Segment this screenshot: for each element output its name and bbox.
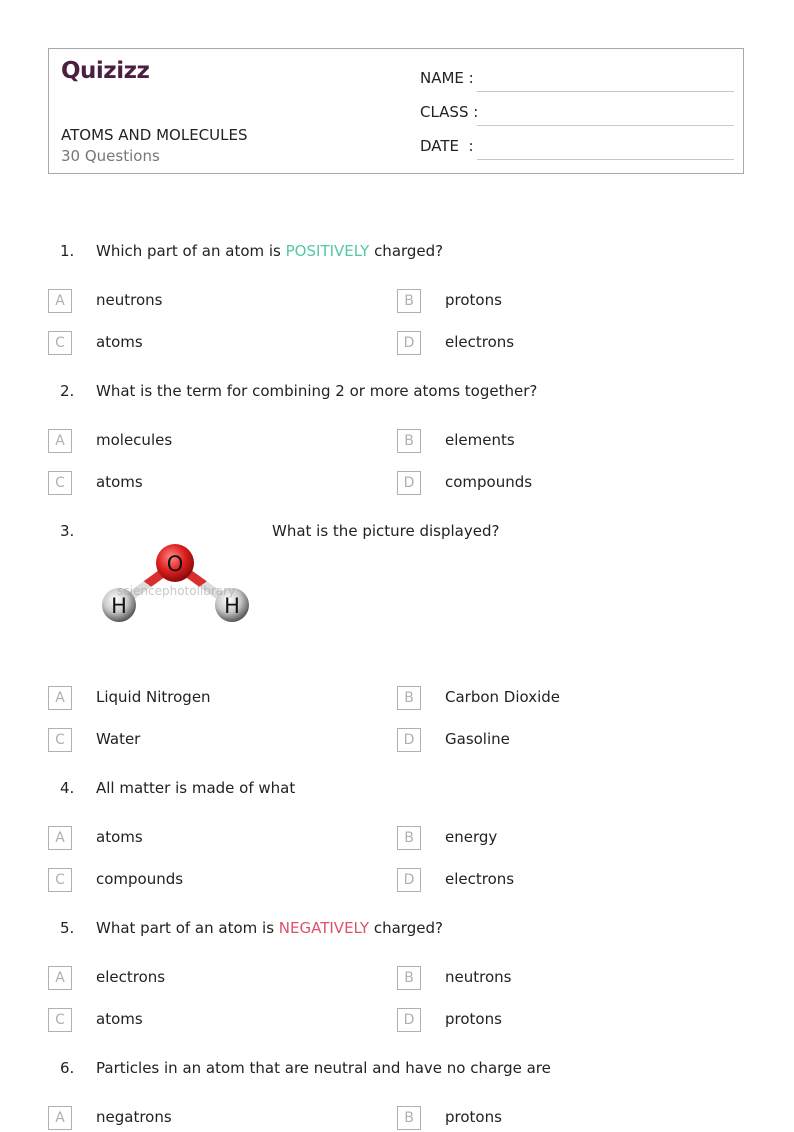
option-letter-box: A — [48, 429, 72, 453]
option-letter-box: B — [397, 966, 421, 990]
option-letter-box: D — [397, 868, 421, 892]
option-letter-box: A — [48, 1106, 72, 1130]
question-number: 5. — [60, 919, 75, 937]
class-field[interactable] — [420, 103, 734, 127]
option-letter-box: D — [397, 471, 421, 495]
date-field[interactable] — [420, 137, 734, 161]
option-text: atoms — [96, 1010, 143, 1028]
option-letter-box: B — [397, 429, 421, 453]
question-number: 6. — [60, 1059, 75, 1077]
question-text: All matter is made of what — [96, 779, 296, 797]
question-number: 2. — [60, 382, 75, 400]
option-letter-box: A — [48, 289, 72, 313]
option-text: energy — [445, 828, 498, 846]
hydrogen-label-left: H — [111, 594, 127, 618]
option-text: compounds — [96, 870, 184, 888]
option-letter-box: C — [48, 868, 72, 892]
option-letter-box: A — [48, 966, 72, 990]
date-label: DATE : — [420, 137, 474, 155]
highlight-positively: POSITIVELY — [285, 242, 370, 260]
option-letter-box: C — [48, 331, 72, 355]
option-text: protons — [445, 1010, 502, 1028]
question-text: Particles in an atom that are neutral and have no charge are — [96, 1059, 551, 1077]
question-text: What part of an atom is NEGATIVELY charged? — [96, 919, 443, 937]
option-text: Gasoline — [445, 730, 510, 748]
worksheet-title: ATOMS AND MOLECULES — [61, 126, 248, 144]
option-letter-box: C — [48, 471, 72, 495]
option-text: Carbon Dioxide — [445, 688, 561, 706]
option-letter-box: D — [397, 331, 421, 355]
hydrogen-label-right: H — [224, 594, 240, 618]
name-label: NAME : — [420, 69, 474, 87]
class-line[interactable] — [477, 125, 734, 126]
option-text: molecules — [96, 431, 173, 449]
option-letter-box: B — [397, 289, 421, 313]
option-letter-box: C — [48, 1008, 72, 1032]
option-letter-box: D — [397, 728, 421, 752]
oxygen-label: O — [166, 552, 184, 576]
question-text: Which part of an atom is POSITIVELY charged? — [96, 242, 444, 260]
question-number: 1. — [60, 242, 75, 260]
option-letter-box: A — [48, 686, 72, 710]
option-text: Liquid Nitrogen — [96, 688, 211, 706]
option-letter-box: B — [397, 686, 421, 710]
name-line[interactable] — [477, 91, 734, 92]
option-text: compounds — [445, 473, 533, 491]
option-text: atoms — [96, 333, 143, 351]
option-text: protons — [445, 1108, 502, 1126]
option-text: electrons — [445, 333, 515, 351]
question-text: What is the picture displayed? — [272, 522, 500, 540]
option-letter-box: B — [397, 1106, 421, 1130]
option-text: Water — [96, 730, 141, 748]
date-line[interactable] — [477, 159, 734, 160]
option-text: protons — [445, 291, 502, 309]
option-text: electrons — [445, 870, 515, 888]
water-molecule-image — [96, 538, 256, 630]
option-text: neutrons — [445, 968, 512, 986]
option-text: atoms — [96, 473, 143, 491]
option-letter-box: C — [48, 728, 72, 752]
question-number: 3. — [60, 522, 75, 540]
question-count: 30 Questions — [61, 147, 160, 165]
option-text: negatrons — [96, 1108, 172, 1126]
option-letter-box: D — [397, 1008, 421, 1032]
option-text: atoms — [96, 828, 143, 846]
highlight-negatively: NEGATIVELY — [278, 919, 370, 937]
option-text: elements — [445, 431, 515, 449]
class-label: CLASS : — [420, 103, 479, 121]
question-number: 4. — [60, 779, 75, 797]
option-text: electrons — [96, 968, 166, 986]
option-letter-box: B — [397, 826, 421, 850]
option-letter-box: A — [48, 826, 72, 850]
worksheet-header — [48, 48, 744, 174]
question-text: What is the term for combining 2 or more atoms together? — [96, 382, 538, 400]
name-field[interactable] — [420, 69, 734, 93]
option-text: neutrons — [96, 291, 163, 309]
image-watermark: sciencephotolibrary — [116, 584, 236, 598]
quizizz-logo: Quizizz — [61, 58, 150, 84]
